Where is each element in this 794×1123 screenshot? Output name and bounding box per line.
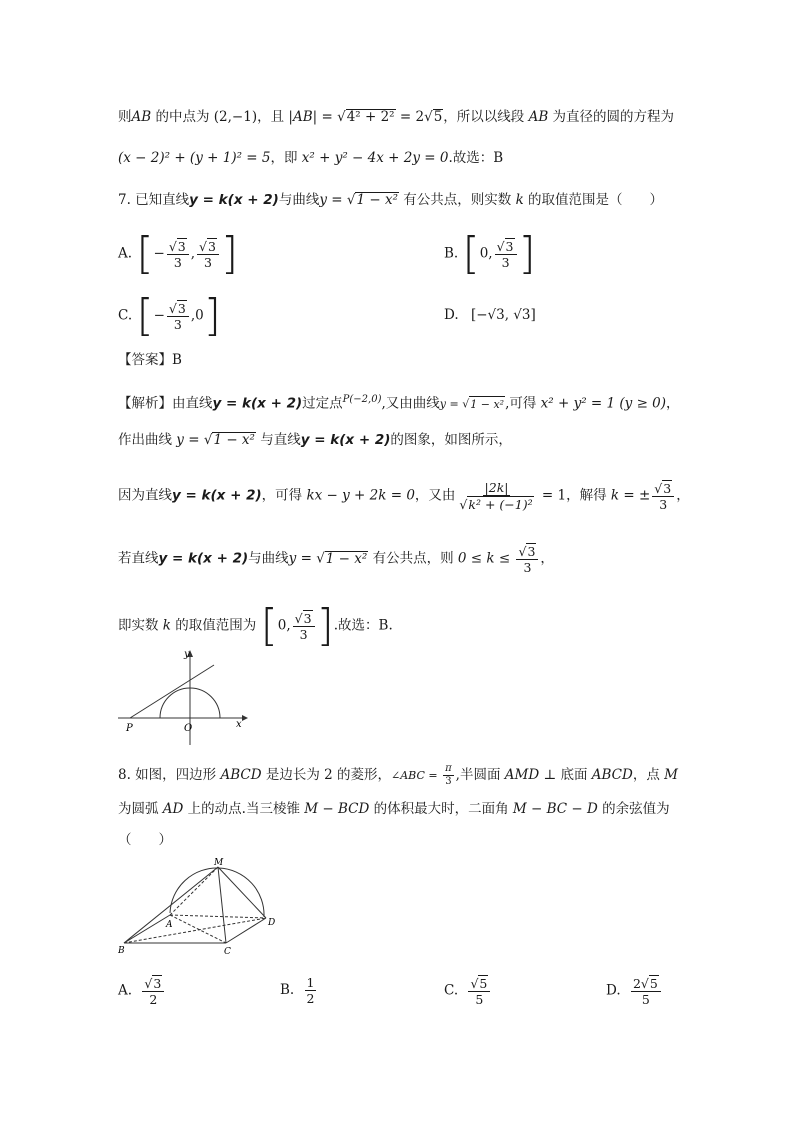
- fraction: $\frac{\pi}{3}$: [445, 763, 452, 787]
- text: 为圆弧: [118, 801, 163, 817]
- fraction: $\frac{2√5}{5}$: [631, 975, 661, 1007]
- bracket: ]: [518, 228, 536, 279]
- math: −: [153, 307, 165, 324]
- text: 与直线: [255, 432, 301, 448]
- text: 作出曲线: [118, 432, 177, 448]
- p-label: P: [126, 723, 133, 734]
- fraction: $\frac{√5}{5}$: [468, 975, 490, 1007]
- math: (x − 2)² + (y + 1)² = 5: [118, 150, 271, 166]
- bracket: ]: [203, 290, 221, 341]
- option-label: B.: [280, 982, 295, 998]
- text: 8. 如图，四边形: [118, 767, 221, 783]
- text: 【答案】: [118, 352, 172, 368]
- semicircle-line-figure: [118, 645, 258, 750]
- a-label: A: [166, 920, 173, 930]
- text: ⊥ 底面: [539, 767, 592, 783]
- o-label: O: [184, 723, 193, 734]
- text: 若直线: [118, 550, 159, 567]
- bracket: [: [136, 290, 154, 341]
- text: ,半圆面: [455, 767, 505, 783]
- text: ，: [666, 395, 680, 412]
- bracket: ]: [316, 600, 334, 651]
- option-label: B.: [444, 245, 459, 262]
- math: = 2: [395, 109, 425, 125]
- option-8-d[interactable]: [606, 975, 663, 1007]
- math: AB: [528, 109, 549, 125]
- option-label: C.: [444, 982, 459, 999]
- option-8-a[interactable]: [118, 975, 166, 1007]
- sqrt-sign: √: [462, 397, 470, 411]
- math: AMD: [504, 767, 540, 783]
- sqrt-sign: √: [424, 109, 433, 125]
- fraction: $\frac{√3}{3}$: [167, 238, 189, 270]
- edge-MC: [218, 867, 226, 943]
- bracket: ]: [220, 228, 239, 279]
- bracket: [: [260, 600, 278, 651]
- text: 的余弦值为: [597, 801, 670, 817]
- text: 的取值范围是（ ）: [523, 192, 664, 208]
- math: y = k(x + 2): [212, 395, 303, 412]
- math: AD: [162, 801, 184, 817]
- text: AB: [131, 109, 152, 125]
- math: (2,−1): [213, 109, 258, 125]
- m-label: M: [214, 858, 224, 868]
- math: M − BC − D: [512, 801, 598, 817]
- math: ABCD: [591, 767, 633, 783]
- text: ，解得: [566, 487, 611, 504]
- math: y =: [288, 550, 317, 567]
- text: 有公共点，则实数: [398, 192, 516, 208]
- sqrt-sign: √: [203, 432, 213, 448]
- sqrt-sign: √: [316, 550, 325, 567]
- x-arrow: [242, 715, 248, 721]
- math: y =: [439, 397, 463, 411]
- answer-value: B: [172, 352, 182, 368]
- math: =: [317, 109, 338, 125]
- text: 过定点: [302, 395, 343, 412]
- math: = 1: [537, 487, 567, 504]
- fraction: $\frac{1}{2}$: [306, 975, 315, 1006]
- option-label: A.: [118, 982, 133, 999]
- text: 因为直线: [118, 487, 172, 504]
- fraction: $\frac{√3}{3}$: [495, 238, 517, 270]
- text: 与曲线: [248, 550, 289, 567]
- question-8-line-2: [118, 799, 670, 819]
- fraction: $\frac{√3}{3}$: [197, 238, 219, 270]
- math: y =: [176, 432, 204, 448]
- answer-line: [118, 350, 182, 370]
- text: 的取值范围为: [170, 617, 261, 634]
- edge-AB: [124, 915, 170, 943]
- text: ，点: [632, 767, 665, 783]
- text: ，又由: [414, 487, 456, 504]
- tangent-line: [130, 665, 214, 718]
- half-circle-arc: [170, 868, 264, 917]
- math: 5: [433, 109, 443, 125]
- edge-AD: [170, 915, 266, 918]
- option-7-a[interactable]: [118, 228, 239, 279]
- c-label: C: [224, 947, 231, 957]
- question-7-stem: [118, 190, 663, 210]
- analysis-line-5: [118, 600, 393, 651]
- math: −: [153, 245, 165, 262]
- text: ，即: [270, 150, 302, 166]
- text: .故选：B.: [333, 617, 393, 634]
- math: 1 − x²: [213, 432, 255, 448]
- fraction: $\frac{√3}{3}$: [167, 300, 189, 332]
- math: 4² + 2²: [346, 109, 395, 125]
- analysis-line-4: [118, 543, 554, 575]
- text: 的中点为: [151, 109, 214, 125]
- math: y = k(x + 2): [300, 432, 391, 448]
- analysis-line-1: [118, 390, 680, 415]
- bracket: [: [462, 228, 480, 279]
- pyramid-figure: [118, 855, 283, 960]
- math: y = k(x + 2): [158, 550, 249, 567]
- text: ，所以以线段: [443, 109, 529, 125]
- text: 上的动点.当三棱锥: [183, 801, 305, 817]
- option-7-c[interactable]: [118, 290, 221, 341]
- question-8-line-1: [118, 763, 678, 788]
- option-8-c[interactable]: [444, 975, 492, 1007]
- text: （ ）: [118, 832, 172, 848]
- fraction: $\frac{√3}{3}$: [652, 480, 674, 512]
- option-8-b[interactable]: [280, 975, 318, 1006]
- math: k: [162, 617, 171, 634]
- math: 1 − x²: [356, 192, 398, 208]
- math: M − BCD: [304, 801, 370, 817]
- math: [−√3, √3]: [470, 307, 536, 323]
- option-label: D.: [444, 307, 459, 323]
- x-label: x: [236, 719, 242, 730]
- math: y =: [319, 192, 347, 208]
- option-label: A.: [118, 245, 133, 262]
- math: |AB|: [288, 109, 318, 125]
- math: y = k(x + 2): [189, 192, 279, 208]
- math: ∠ABC =: [391, 769, 442, 782]
- math: ,: [190, 245, 196, 262]
- text: 的图象，如图所示，: [390, 432, 512, 448]
- text: ，且: [257, 109, 289, 125]
- solution-line-2: [118, 148, 503, 168]
- solution-line-1: [118, 107, 674, 127]
- math: 1 − x²: [325, 550, 368, 567]
- text: 的体积最大时，二面角: [369, 801, 513, 817]
- fraction: $\frac{|2k|}{\text{√k² + (−1)²}}$: [459, 480, 533, 512]
- math: 0,: [479, 245, 493, 262]
- math: 1 − x²: [470, 397, 505, 411]
- math: 0,: [277, 617, 291, 634]
- fraction: $\frac{√3}{2}$: [142, 975, 164, 1007]
- analysis-line-3: [118, 480, 690, 512]
- question-8-line-3: [118, 830, 172, 850]
- bracket: [: [136, 228, 154, 279]
- analysis-line-2: [118, 430, 512, 450]
- math: y = k(x + 2): [172, 487, 262, 504]
- math: ABCD: [220, 767, 262, 783]
- edge-CD: [226, 918, 266, 943]
- sqrt-sign: √: [346, 192, 356, 208]
- math: kx − y + 2k = 0: [306, 487, 415, 504]
- text: .故选：B: [448, 150, 504, 166]
- text: 是边长为 2 的菱形，: [261, 767, 392, 783]
- fraction: $\frac{√3}{3}$: [293, 610, 315, 642]
- math: P(−2,0): [342, 394, 382, 405]
- text: 为直径的圆的方程为: [548, 109, 675, 125]
- text: 与曲线: [278, 192, 320, 208]
- sqrt-sign: √: [337, 109, 346, 125]
- text: 7. 已知直线: [118, 192, 190, 208]
- text: 【解析】由直线: [118, 395, 213, 412]
- math: 0 ≤ k ≤: [457, 550, 515, 567]
- text: ，: [676, 487, 690, 504]
- text: 则: [118, 109, 132, 125]
- fraction: $\frac{√3}{3}$: [516, 543, 538, 575]
- y-label: y: [184, 649, 190, 660]
- text: ,可得: [505, 395, 541, 412]
- d-label: D: [268, 918, 276, 928]
- math: x² + y² − 4x + 2y = 0: [301, 150, 449, 166]
- math: M: [664, 767, 678, 783]
- text: ,又由曲线: [381, 395, 440, 412]
- b-label: B: [118, 946, 125, 956]
- math: k = ±: [610, 487, 651, 504]
- text: 即实数: [118, 617, 163, 634]
- text: ，: [540, 550, 554, 567]
- option-label: D.: [606, 982, 621, 999]
- diag-AC: [170, 915, 226, 943]
- math: ,0: [190, 307, 204, 324]
- text: 有公共点，则: [368, 550, 458, 567]
- option-label: C.: [118, 307, 133, 324]
- text: ，可得: [261, 487, 307, 504]
- option-7-d[interactable]: [444, 305, 536, 325]
- math: k: [515, 192, 524, 208]
- math: x² + y² = 1 (y ≥ 0): [540, 395, 667, 412]
- option-7-b[interactable]: [444, 228, 536, 279]
